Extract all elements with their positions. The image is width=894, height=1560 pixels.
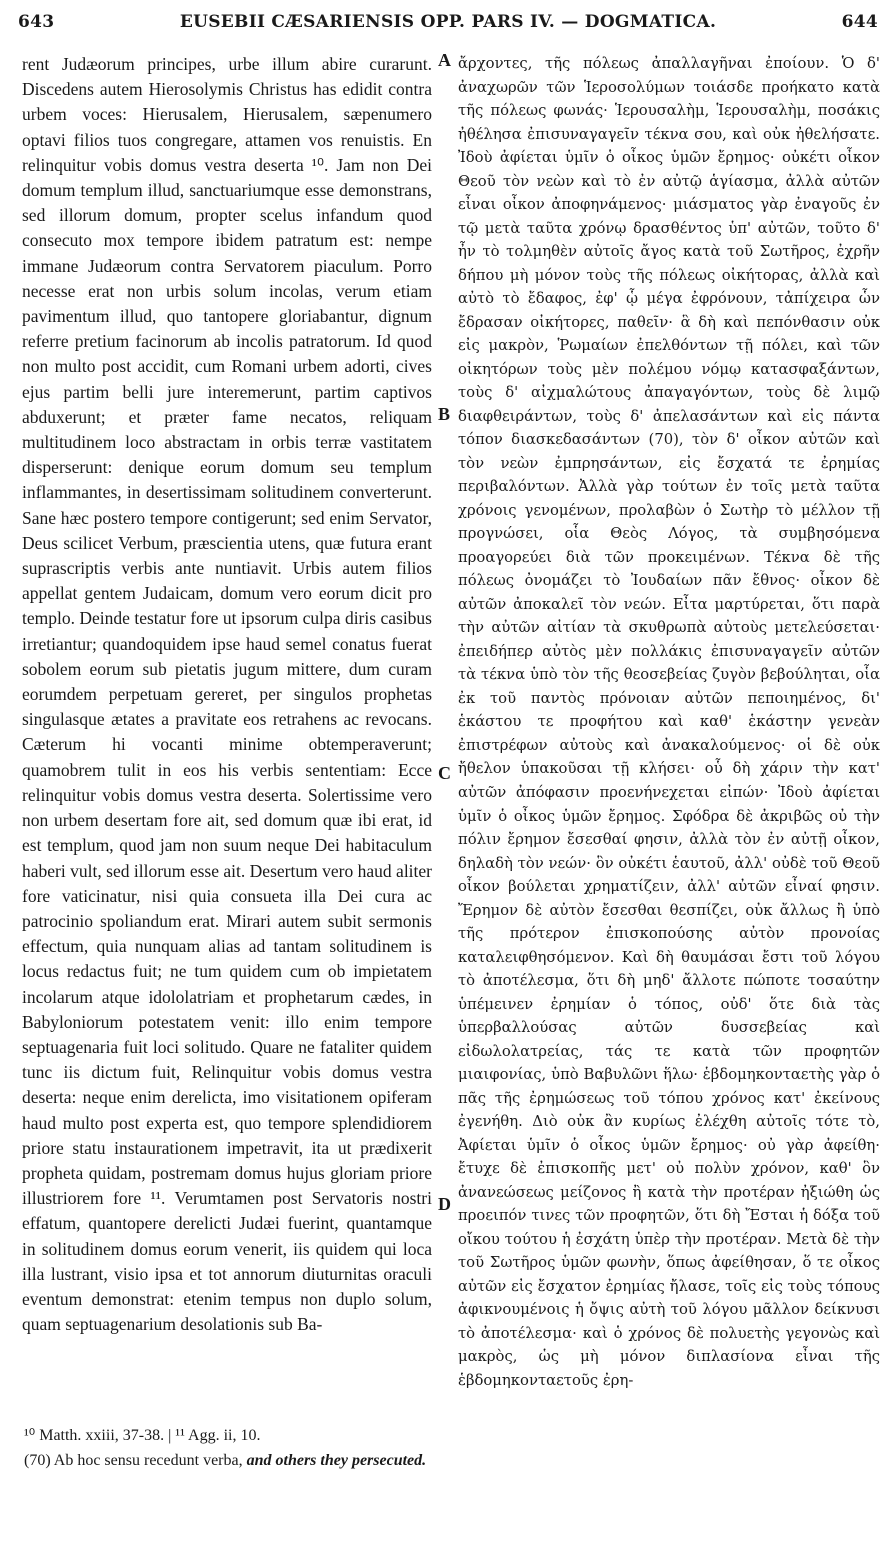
margin-letter-b: B: [438, 404, 451, 424]
greek-column: [458, 52, 880, 1392]
running-title: EUSEBII CÆSARIENSIS OPP. PARS IV. — DOGMATICA.: [179, 12, 717, 32]
left-page-number: 643: [18, 12, 55, 32]
margin-letter-d: D: [438, 1194, 451, 1214]
latin-text: rent Judæorum principes, urbe illum abire curarunt. Discedens autem Hierosolymis Christus has edidit contra urbem voces: Hierusalem, Hierusalem, sæpenumero optavi filios tuos congregare, attamen vos renuistis. En relinquitur vobis domus vestra deserta ¹⁰. Jam non Dei domum templum illud, sanctuariumque esse demonstrans, sed illorum domum, propter scelus infandum quod consecuto mox tempore ibidem patratum est: nempe immane Judæorum contra Servatorem piaculum. Porro necesse erat non urbis solum incolas, verum etiam pavimentum illud, quo tantopere gloriabantur, dignum referre pretium facinorum ab incolis patratorum. Id quod non multo post accidit, cum Romani urbem adorti, cives ejus partim belli jure interemerunt, partim captivos abduxerunt; et præter fame necatos, reliquam multitudinem loco abstractam in orbis terræ vastitatem disperserunt: denique eorum domum seu templum inflammantes, in desertissimam solitudinem converterunt. Sane hæc postero tempore contigerunt; sed enim Servator, Deus scilicet Verbum, præscientia utens, quæ futura erant suprascriptis verbis ante nuntiavit. Urbis autem filios appellat gentem Judaicam, domum vero eorum dicit pro templo. Deinde testatur fore ut ipsorum culpa diris casibus irretiantur; quandoquidem ipse haud semel conatus fuerat sobolem eorum sub pietatis jugum mittere, dum curam eorumdem perpetuam gereret, per singulos prophetas singulasque ætates a pravitate eos retrahens ac revocans. Cæterum hi vocanti minime obtemperaverunt; quamobrem tulit in eos his verbis sententiam: Ecce relinquitur vobis domus vestra deserta. Solertissime vero non urbem desertam fore ait, sed domum quæ ibi erat, id est templum, quod jam non suum neque Dei habitaculum haberi vult, sed illorum esse ait. Desertum vero haud aliter fore vaticinatur, nisi quia consueta illa Dei cura ac patrocinio spoliandum erat. Mirari autem subit sermonis effectum, quia nunquam alias ad tantam solitudinem is locus redactus fuit; ne tum quidem cum ob impietatem incolarum atque idololatriam et prophetarum cædes, in Babyloniorum potestatem venit: illo enim tempore septuagenaria fuit loci solitudo. Quare ne fataliter quidem tunc iis dictum fuit, Relinquitur vobis domus vestra deserta: neque enim derelicta, imo visitationem opiferam haud multo post experta est, quo tempore splendidiorem priore statu instaurationem impetravit, ita ut prædixerit propheta quidam, postremam domus hujus gloriam priore illustriorem fore ¹¹. Verumtamen post Servatoris nostri effatum, quantopere derelicti Judæi fuerint, quantamque in solitudinem domus eorum venerit, iis quidem qui loca illa lustrant, visio ipsa et tot annorum diuturnitas oraculi eventum demonstrat: etenim tempus non duplo solum, quam septuagenarium desolationis sub Ba-: [22, 54, 432, 1335]
footnote-70-prefix: (70) Ab hoc sensu recedunt verba,: [24, 1452, 243, 1469]
footnote-10-11: ¹⁰ Matth. xxiii, 37-38. | ¹¹ Agg. ii, 10.: [24, 1427, 261, 1444]
footnote-70: [24, 1448, 884, 1473]
right-page-number: 644: [841, 12, 878, 32]
margin-letter-c: C: [438, 763, 451, 783]
footnotes: [24, 1423, 884, 1473]
margin-letter-a: A: [438, 50, 451, 70]
latin-column: [22, 52, 432, 1337]
footnote-70-english: and others they persecuted.: [246, 1452, 427, 1469]
greek-text: ἄρχοντες, τῆς πόλεως ἀπαλλαγῆναι ἐποίουν. Ὁ δ' ἀναχωρῶν τῶν Ἱεροσολύμων τοιάσδε προήκατο κατὰ τῆς πόλεως φωνάς· Ἱερουσαλὴμ, Ἱερουσαλὴμ, ποσάκις ἠθέλησα ἐπισυναγαγεῖν τέκνα σου, καὶ οὐκ ἠθελήσατε. Ἰδοὺ ἀφίεται ὑμῖν ὁ οἶκος ὑμῶν ἔρημος· οὐκέτι οἶκον Θεοῦ τὸν νεὼν καὶ τὸ ἐν αὐτῷ ἁγίασμα, ἀλλὰ αὐτῶν εἶναι οἶκον ἀποφηνάμενος· μιάσματος γὰρ ἐναγοῦς ἐν τῷ μετὰ ταῦτα χρόνῳ δρασθέντος ὑπ' αὐτῶν, τοῦτο δ' ἦν τὸ τολμηθὲν αὐτοῖς ἄγος κατὰ τοῦ Σωτῆρος, ἐχρῆν δήπου μὴ μόνον τοὺς τῆς πόλεως οἰκήτορας, ἀλλὰ καὶ αὐτὸ τὸ ἔδαφος, ἐφ' ᾧ μέγα ἐφρόνουν, τἀπίχειρα ὧν ἔδρασαν οἰκήτορες, παθεῖν· ἃ δὴ καὶ πεπόνθασιν οὐκ εἰς μακρὸν, Ῥωμαίων ἐπελθόντων τῇ πόλει, καὶ τῶν οἰκητόρων τοὺς μὲν πολέμου νόμῳ κατασφαξάντων, τοὺς δ' αἰχμαλώτους ἀπαγαγόντων, τοὺς δὲ λιμῷ διαφθειράντων, τοὺς δ' ἀπελασάντων καὶ εἰς πάντα τόπον διασκεδασάντων (70), τὸν δ' οἶκον αὐτῶν καὶ τὸν νεὼν ἐμπρησάντων, εἰς ἔσχατά τε ἐρημίας περιβαλόντων. Ἀλλὰ γὰρ τούτων ἐν τοῖς μετὰ ταῦτα χρόνοις γενομένων, προλαβὼν ὁ Σωτὴρ τὸ μέλλον τῇ προγνώσει, οἷα Θεὸς Λόγος, τὰ συμβησόμενα προαγορεύει διὰ τῶν προκειμένων. Τέκνα δὲ τῆς πόλεως ὀνομάζει τὸ Ἰουδαίων πᾶν ἔθνος· οἶκον δὲ αὐτῶν ἀποκαλεῖ τὸν νεών. Εἶτα μαρτύρεται, ὅτι παρὰ τὴν αὐτῶν αἰτίαν τὰ σκυθρωπὰ αὐτοὺς μετελεύσεται· ἐπειδήπερ αὐτὸς μὲν πολλάκις ἐπισυναγαγεῖν αὐτῶν τὰ τέκνα ὑπὸ τὸν τῆς θεοσεβείας ζυγὸν βεβούληται, οἷα ἐκ τοῦ παντὸς πρόνοιαν αὐτῶν πεποιημένος, δι' ἑκάστου τε προφήτου καὶ καθ' ἑκάστην γενεὰν ἐπιστρέφων αὐτοὺς καὶ ἀνακαλούμενος· οἱ δὲ οὐκ ἤθελον ὑπακοῦσαι τῇ κλήσει· οὗ δὴ χάριν τὴν κατ' αὐτῶν ἀπόφασιν προενήνεχεται εἰπών· Ἰδοὺ ἀφίεται ὑμῖν ὁ οἶκος ὑμῶν ἔρημος. Σφόδρα δὲ ἀκριβῶς οὐ τὴν πόλιν ἔρημον ἔσεσθαί φησιν, ἀλλὰ τὸν ἐν αὐτῇ οἶκον, δηλαδὴ τὸν νεών· ὃν οὐκέτι ἑαυτοῦ, ἀλλ' οὐδὲ τοῦ Θεοῦ οἶκον βούλεται χρηματίζειν, ἀλλ' αὐτῶν εἶναί φησιν. Ἔρημον δὲ αὐτὸν ἔσεσθαι θεσπίζει, οὐκ ἄλλως ἢ ὑπὸ τῆς πρότερον ἐπισκοπούσης αὐτὸν προνοίας καταλειφθησόμενον. Καὶ δὴ θαυμάσαι ἔστι τοῦ λόγου τὸ ἀποτέλεσμα, ὅτι δὴ μηδ' ἄλλοτε πώποτε τοσαύτην ὑπέμεινεν ἐρημίαν ὁ τόπος, οὐδ' ὅτε διὰ τὰς ὑπερβαλλούσας αὐτῶν δυσσεβείας καὶ εἰδωλολατρείας, τάς τε κατὰ τῶν προφητῶν μιαιφονίας, ὑπὸ Βαβυλῶνι ἥλω· ἑβδομηκονταετὴς γὰρ ὁ πᾶς τῆς ἐρημώσεως τοῦ τόπου χρόνος κατ' ἐκείνους ἐγενήθη. Διὸ οὐκ ἂν κυρίως ἐλέχθη αὐτοῖς τότε τὸ, Ἀφίεται ὑμῖν ὁ οἶκος ὑμῶν ἔρημος· οὐ γὰρ ἀφείθη· ἔτυχε δὲ ἐπισκοπῆς μετ' οὐ πολὺν χρόνον, καθ' ὃν ἀνανεώσεως μείζονος ἢ κατὰ τὴν προτέραν ἠξιώθη ὡς προειπόν τινες τῶν προφητῶν, ὅτι δὴ Ἔσται ἡ δόξα τοῦ οἴκου τούτου ἡ ἐσχάτη ὑπὲρ τὴν προτέραν. Μετὰ δὲ τὴν τοῦ Σωτῆρος ὑμῶν φωνὴν, ὅπως ἀφείθησαν, ὅ τε οἶκος αὐτῶν εἰς ἔσχατον ἐρημίας ἤλασε, τοῖς εἰς τοὺς τόπους ἀφικνουμένοις ἡ ὄψις αὐτὴ τοῦ λόγου μᾶλλον δείκνυσι τὸ ἀποτέλεσμα· καὶ ὁ χρόνος δὲ πολυετὴς γεγονὼς καὶ μακρὸς, ὡς μὴ μόνον διπλασίονα εἶναι τῆς ἑβδομηκονταετοῦς ἐρη-: [458, 55, 880, 1389]
running-header: [14, 8, 882, 38]
